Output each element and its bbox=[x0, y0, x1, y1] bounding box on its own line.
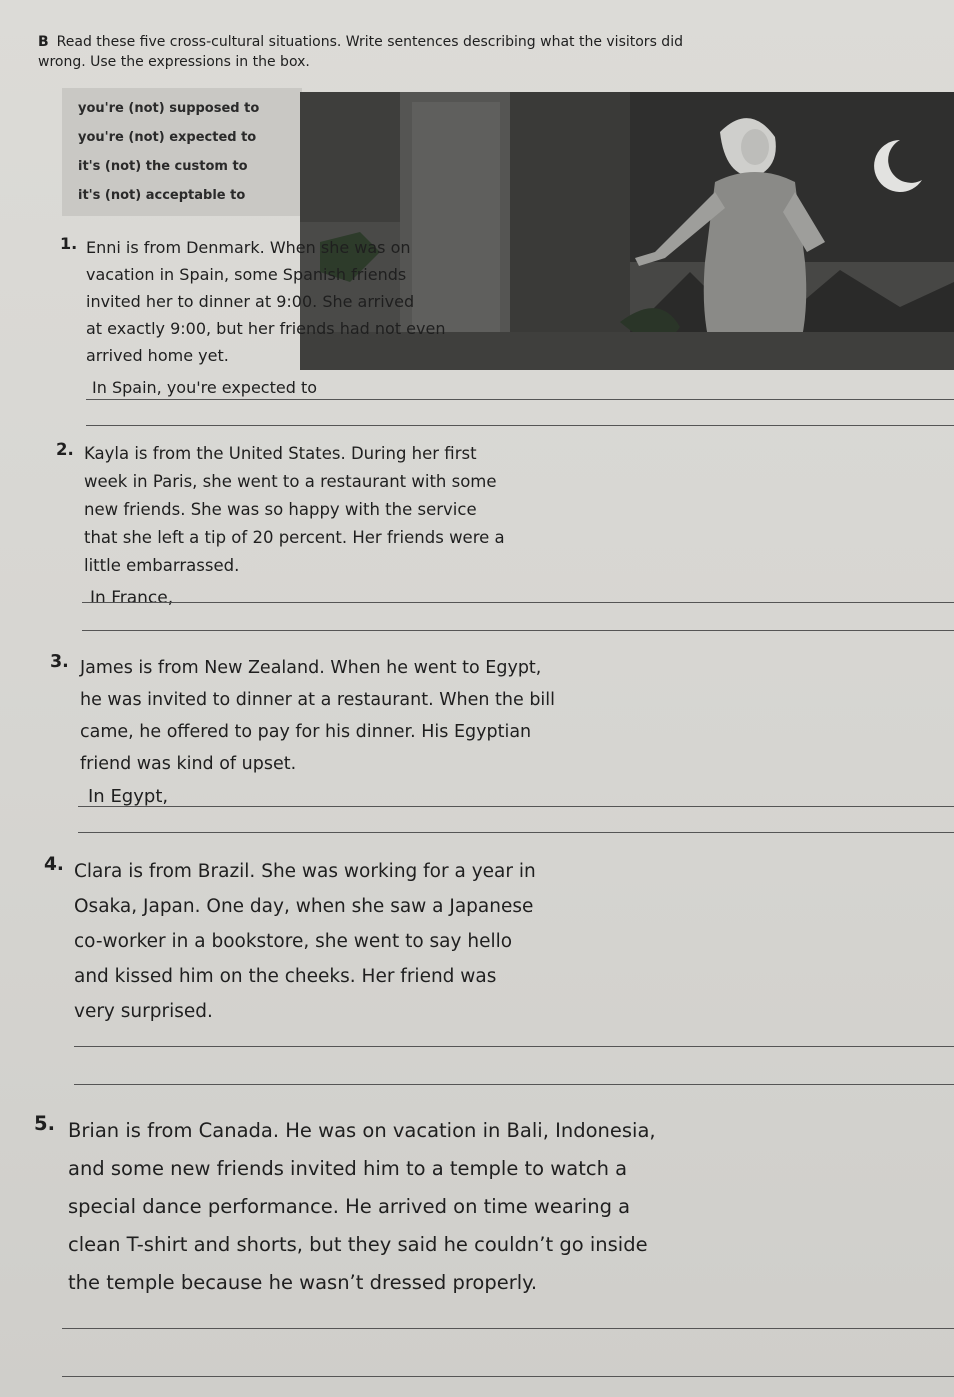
situation-4-line: very surprised. bbox=[74, 1001, 213, 1022]
situation-2-number: 2. bbox=[56, 440, 74, 459]
situation-1-line: Enni is from Denmark. When she was on bbox=[86, 238, 411, 257]
situation-3-number: 3. bbox=[50, 652, 69, 672]
situation-2-line: little embarrassed. bbox=[84, 556, 240, 575]
situation-1-number: 1. bbox=[60, 234, 78, 253]
situation-5-line: the temple because he wasn’t dressed properly. bbox=[68, 1271, 538, 1294]
answer-line bbox=[74, 1046, 954, 1047]
situation-5-line: special dance performance. He arrived on time wearing a bbox=[68, 1195, 631, 1218]
answer-line bbox=[82, 630, 954, 631]
answer-line bbox=[82, 602, 954, 603]
situation-5-line: clean T-shirt and shorts, but they said he couldn’t go inside bbox=[68, 1233, 648, 1256]
situation-2-line: week in Paris, she went to a restaurant with some bbox=[84, 472, 497, 491]
situation-5-number: 5. bbox=[34, 1112, 55, 1135]
situation-4-line: and kissed him on the cheeks. Her friend was bbox=[74, 966, 497, 987]
situation-1-line: vacation in Spain, some Spanish friends bbox=[86, 265, 407, 284]
situation-5-text bbox=[68, 1112, 728, 1302]
answer-line bbox=[78, 806, 954, 807]
situation-4-line: Osaka, Japan. One day, when she saw a Japanese bbox=[74, 896, 534, 917]
situation-2-line: Kayla is from the United States. During her first bbox=[84, 444, 477, 463]
answer-line bbox=[74, 1084, 954, 1085]
expression-item: it's (not) the custom to bbox=[78, 159, 248, 174]
situation-4-text bbox=[74, 854, 594, 1029]
situation-1-line: at exactly 9:00, but her friends had not even bbox=[86, 319, 446, 338]
situation-3-line: James is from New Zealand. When he went to Egypt, bbox=[80, 658, 542, 678]
situation-1-answer[interactable]: In Spain, you're expected to bbox=[92, 378, 318, 397]
answer-line bbox=[62, 1328, 954, 1329]
expression-item: it's (not) acceptable to bbox=[78, 188, 246, 203]
expression-box bbox=[62, 88, 302, 216]
answer-line bbox=[86, 425, 954, 426]
situation-1-line: invited her to dinner at 9:00. She arrived bbox=[86, 292, 415, 311]
situation-4-number: 4. bbox=[44, 854, 64, 875]
exercise-letter: B bbox=[38, 34, 49, 50]
situation-5-line: Brian is from Canada. He was on vacation in Bali, Indonesia, bbox=[68, 1119, 656, 1142]
answer-line bbox=[62, 1376, 954, 1377]
exercise-header bbox=[38, 32, 698, 72]
situation-2-line: new friends. She was so happy with the service bbox=[84, 500, 477, 519]
situation-1-line: arrived home yet. bbox=[86, 346, 229, 365]
situation-2-text bbox=[84, 440, 584, 580]
situation-3-line: he was invited to dinner at a restaurant. When the bill bbox=[80, 690, 556, 710]
situation-5-line: and some new friends invited him to a temple to watch a bbox=[68, 1157, 628, 1180]
situation-3-line: friend was kind of upset. bbox=[80, 754, 297, 774]
situation-2-line: that she left a tip of 20 percent. Her friends were a bbox=[84, 528, 505, 547]
expression-item: you're (not) supposed to bbox=[78, 101, 260, 116]
situation-4-line: Clara is from Brazil. She was working for a year in bbox=[74, 861, 536, 882]
situation-3-answer[interactable]: In Egypt, bbox=[88, 786, 169, 807]
situation-3-line: came, he offered to pay for his dinner. His Egyptian bbox=[80, 722, 532, 742]
situation-4-line: co-worker in a bookstore, she went to say hello bbox=[74, 931, 513, 952]
answer-line bbox=[78, 832, 954, 833]
situation-1-text bbox=[86, 234, 516, 369]
exercise-instructions: Read these five cross-cultural situations. Write sentences describing what the visitors did wrong. Use the expressions in the box. bbox=[38, 34, 683, 70]
situation-2-answer[interactable]: In France, bbox=[90, 588, 174, 608]
expression-item: you're (not) expected to bbox=[78, 130, 257, 145]
answer-line bbox=[86, 399, 954, 400]
situation-3-text bbox=[80, 652, 620, 780]
